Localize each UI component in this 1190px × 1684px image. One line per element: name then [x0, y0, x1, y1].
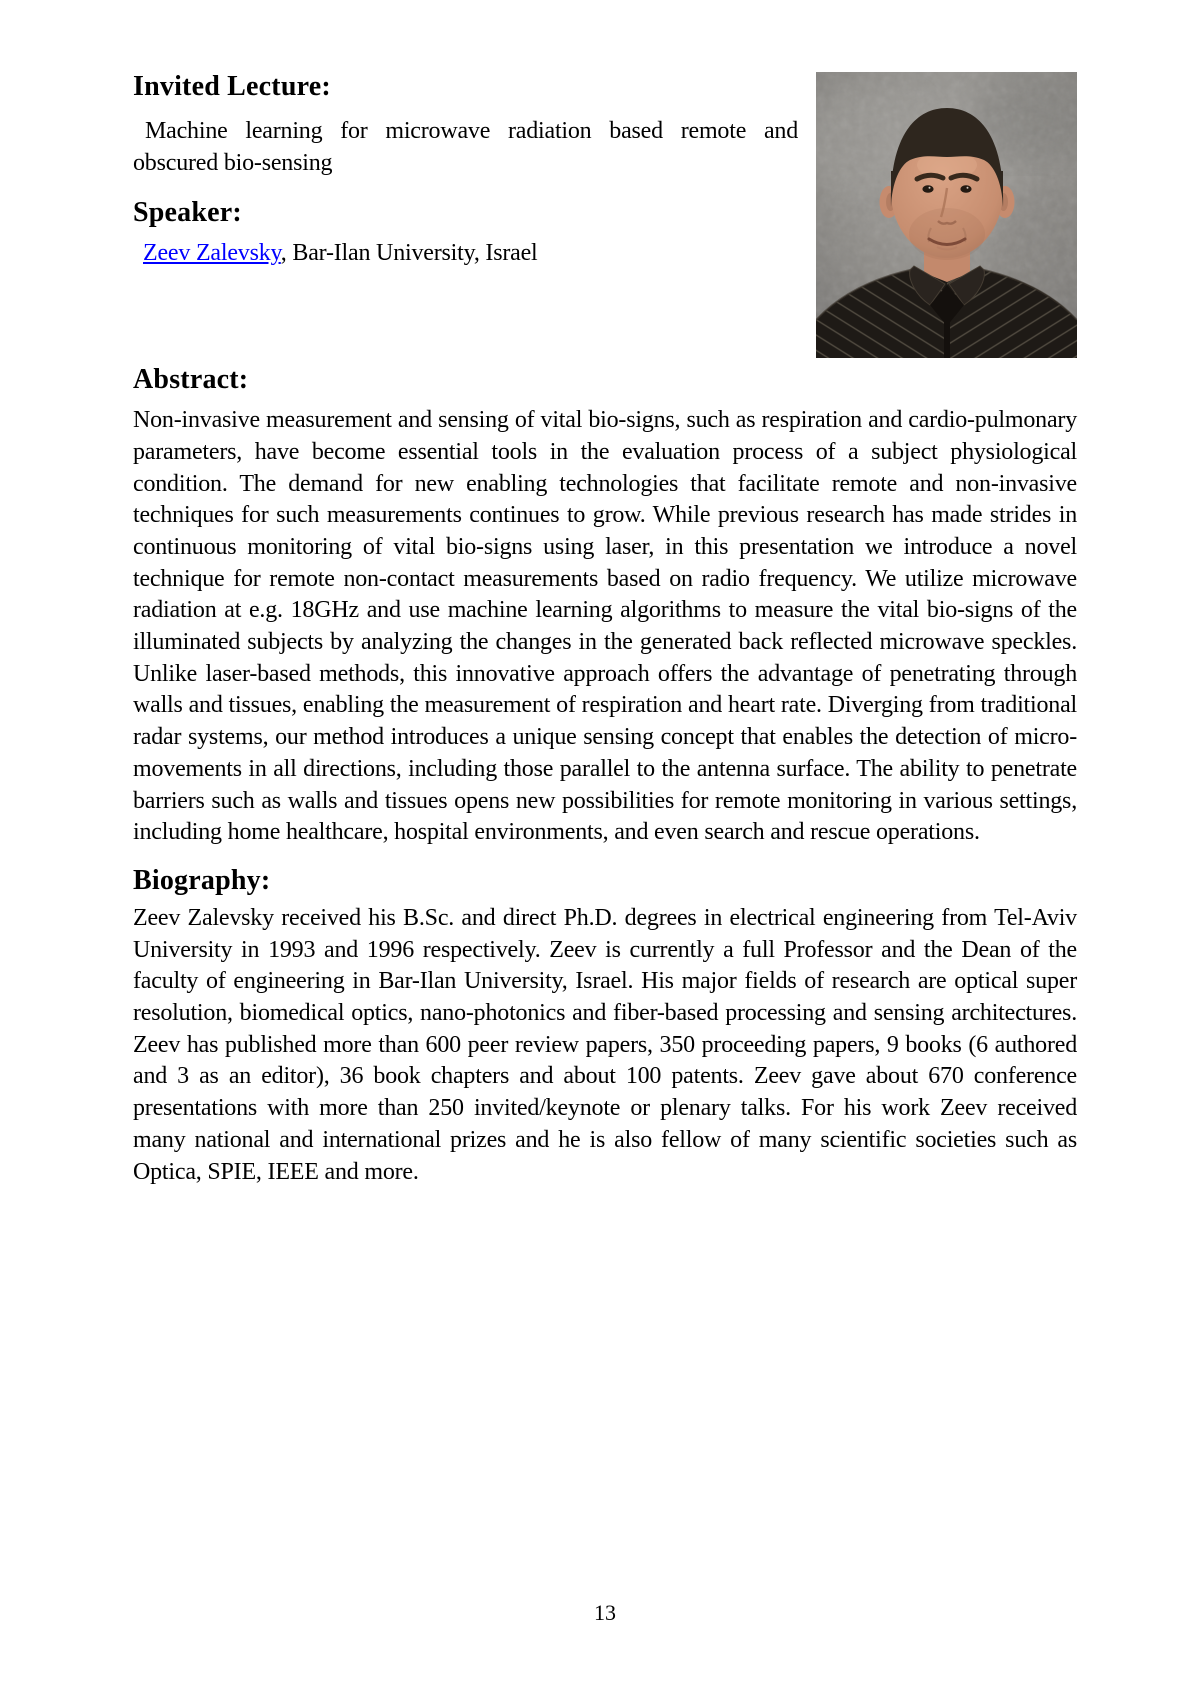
speaker-portrait-photo: [816, 72, 1077, 358]
biography-text: Zeev Zalevsky received his B.Sc. and direct Ph.D. degrees in electrical engineering from Tel-Aviv University in 1993 and 1996 respectively. Zeev is currently a full Professor and the Dean of the faculty of engineering in Bar-Ilan University, Israel. His major fields of research are optical super resolution, biomedical optics, nano-photonics and fiber-based processing and sensing architectures. Zeev has published more than 600 peer review papers, 350 proceeding papers, 9 books (6 authored and 3 as an editor), 36 book chapters and about 100 patents. Zeev gave about 670 conference presentations with more than 250 invited/keynote or plenary talks. For his work Zeev received many national and international prizes and he is also fellow of many scientific societies such as Optica, SPIE, IEEE and more.: [133, 904, 1077, 1185]
page-content: [133, 70, 1077, 1188]
invited-lecture-heading: Invited Lecture:: [133, 71, 331, 102]
speaker-name-link[interactable]: Zeev Zalevsky: [143, 240, 281, 267]
portrait-image: [816, 72, 1077, 358]
page-number: 13: [594, 1600, 616, 1625]
speaker-affiliation: , Bar-Ilan University, Israel: [280, 240, 538, 267]
abstract-text: Non-invasive measurement and sensing of vital bio-signs, such as respiration and cardio-pulmonary parameters, have become essential tools in the evaluation process of a subject physiological condition. The demand for new enabling technologies that facilitate remote and non-invasive techniques for such measurements continues to grow. While previous research has made strides in continuous monitoring of vital bio-signs using laser, in this presentation we introduce a novel technique for remote non-contact measurements based on radio frequency. We utilize microwave radiation at e.g. 18GHz and use machine learning algorithms to measure the vital bio-signs of the illuminated subjects by analyzing the changes in the generated back reflected microwave speckles. Unlike laser-based methods, this innovative approach offers the advantage of penetrating through walls and tissues, enabling the measurement of respiration and heart rate. Diverging from traditional radar systems, our method introduces a unique sensing concept that enables the detection of micro-movements in all directions, including those parallel to the antenna surface. The ability to penetrate barriers such as walls and tissues opens new possibilities for remote monitoring in various settings, including home healthcare, hospital environments, and even search and rescue operations.: [133, 407, 1077, 846]
abstract-heading: Abstract:: [133, 364, 249, 396]
biography-heading: Biography:: [133, 864, 271, 896]
lecture-title: Machine learning for microwave radiation based remote and obscured bio-sensing: [133, 118, 798, 176]
speaker-heading: Speaker:: [133, 197, 242, 229]
